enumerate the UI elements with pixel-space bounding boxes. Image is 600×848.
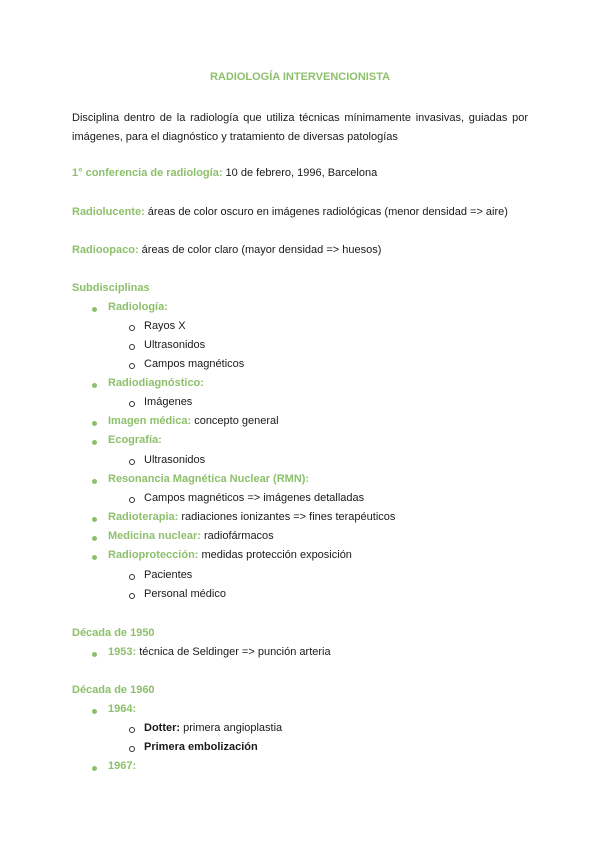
radioopaco-text: áreas de color claro (mayor densidad => huesos) <box>138 244 382 256</box>
item-label: Resonancia Magnética Nuclear (RMN): <box>108 473 310 485</box>
list-item-imagen-medica <box>108 415 279 427</box>
item-text: técnica de Seldinger => punción arteria <box>136 646 331 658</box>
bullet-dot <box>92 766 97 771</box>
sub-item-bold: Dotter: <box>144 722 181 734</box>
bullet-circle <box>129 746 135 752</box>
bullet-dot <box>92 440 97 445</box>
item-label: Imagen médica: <box>108 415 192 427</box>
bullet-dot <box>92 307 97 312</box>
list-item-radioterapia <box>108 511 395 523</box>
radiolucente-text: áreas de color oscuro en imágenes radiológicas (menor densidad => aire) <box>144 206 508 218</box>
bullet-circle <box>129 325 135 331</box>
item-label: Radioterapia: <box>108 511 179 523</box>
decada-1950-heading: Década de 1950 <box>72 627 155 639</box>
bullet-dot <box>92 536 97 541</box>
item-label: Radiología: <box>108 301 168 313</box>
sub-item: Ultrasonidos <box>144 339 206 351</box>
bullet-dot <box>92 383 97 388</box>
item-text: radiaciones ionizantes => fines terapéuticos <box>178 511 396 523</box>
intro-paragraph: Disciplina dentro de la radiología que utiliza técnicas mínimamente invasivas, guiadas por imágenes, para el diagnóstico y tratamiento de diversas patologías <box>72 112 528 143</box>
sub-item: Campos magnéticos <box>144 358 245 370</box>
bullet-dot <box>92 479 97 484</box>
radiolucente-line <box>72 206 508 218</box>
radioopaco-line <box>72 244 381 256</box>
bullet-circle <box>129 593 135 599</box>
item-label: Radiodiagnóstico: <box>108 377 204 389</box>
list-item-radiodiagnostico <box>108 377 204 389</box>
bullet-dot <box>92 555 97 560</box>
sub-item: Rayos X <box>144 320 186 332</box>
sub-item: Campos magnéticos => imágenes detalladas <box>144 492 365 504</box>
radiolucente-label: Radiolucente: <box>72 206 145 218</box>
sub-item-bold: Primera embolización <box>144 741 258 753</box>
list-item-ecografia <box>108 434 162 446</box>
bullet-circle <box>129 401 135 407</box>
radioopaco-label: Radioopaco: <box>72 244 139 256</box>
item-text: radiofármacos <box>200 530 274 542</box>
bullet-circle <box>129 727 135 733</box>
list-item-medicina-nuclear <box>108 530 274 542</box>
subdisciplinas-heading: Subdisciplinas <box>72 282 150 294</box>
item-label: 1953: <box>108 646 137 658</box>
item-text: concepto general <box>191 415 279 427</box>
item-label: Medicina nuclear: <box>108 530 201 542</box>
sub-item-dotter <box>144 722 282 734</box>
sub-item: Ultrasonidos <box>144 454 206 466</box>
sub-item-embolizacion <box>144 741 258 753</box>
item-text: medidas protección exposición <box>198 549 352 561</box>
sub-item: Imágenes <box>144 396 193 408</box>
bullet-circle <box>129 363 135 369</box>
bullet-dot <box>92 517 97 522</box>
item-label: 1964: <box>108 703 137 715</box>
bullet-circle <box>129 497 135 503</box>
bullet-dot <box>92 652 97 657</box>
bullet-circle <box>129 574 135 580</box>
conference-line <box>72 167 377 179</box>
decada-1960-heading: Década de 1960 <box>72 684 155 696</box>
list-item-1964 <box>108 703 136 715</box>
sub-item: Personal médico <box>144 588 226 600</box>
sub-item: Pacientes <box>144 569 193 581</box>
bullet-dot <box>92 709 97 714</box>
conference-text: 10 de febrero, 1996, Barcelona <box>222 167 378 179</box>
list-item-1953 <box>108 646 331 658</box>
item-label: Ecografía: <box>108 434 162 446</box>
list-item-radioproteccion <box>108 549 352 561</box>
bullet-dot <box>92 421 97 426</box>
item-label: 1967: <box>108 760 137 772</box>
bullet-circle <box>129 459 135 465</box>
list-item-1967 <box>108 760 136 772</box>
list-item-radiologia <box>108 301 168 313</box>
sub-item-text: primera angioplastia <box>180 722 283 734</box>
conference-label: 1° conferencia de radiología: <box>72 167 223 179</box>
document-title: RADIOLOGÍA INTERVENCIONISTA <box>209 71 391 83</box>
list-item-rmn <box>108 473 309 485</box>
bullet-circle <box>129 344 135 350</box>
item-label: Radioprotección: <box>108 549 199 561</box>
